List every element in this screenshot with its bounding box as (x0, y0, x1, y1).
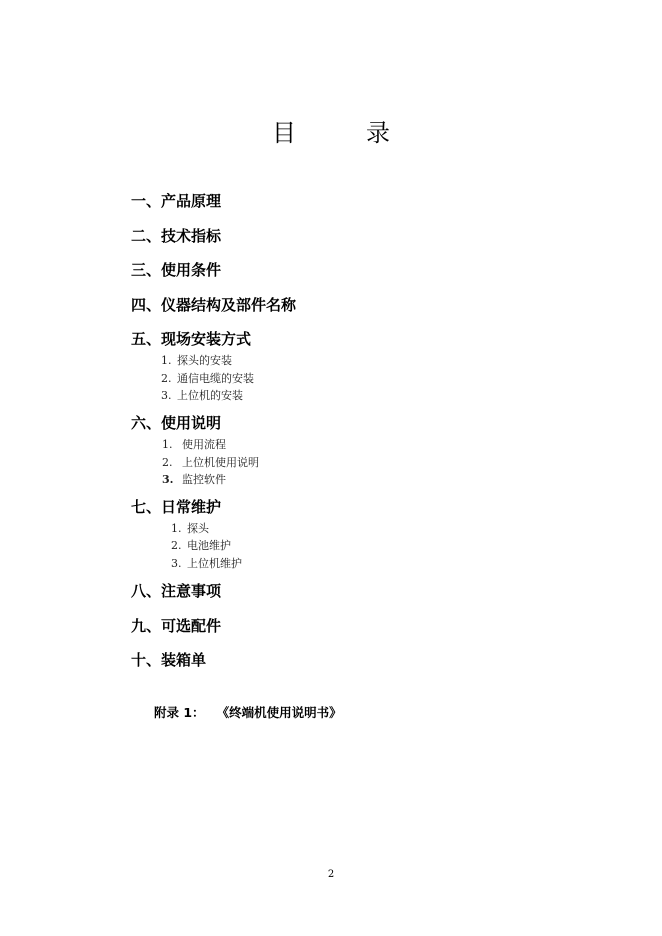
toc-item-text: 上位机使用说明 (182, 455, 259, 469)
appendix-label: 附录 1： (154, 705, 205, 720)
toc-section-1: 一、产品原理 (131, 192, 222, 210)
toc-section-5: 五、现场安装方式 (131, 330, 252, 349)
toc-item (131, 370, 611, 387)
appendix-title: 《终端机使用说明书》 (216, 705, 342, 720)
toc-item-text: 探头的安装 (177, 354, 232, 368)
toc-item-text: 探头 (187, 522, 209, 536)
toc-item-text: 使用流程 (182, 438, 226, 452)
title-char-1: 目 (272, 119, 296, 147)
toc-item (131, 387, 611, 404)
title-char-2: 录 (366, 119, 390, 147)
toc-item-number: 2. (161, 371, 172, 385)
toc-item (131, 454, 611, 471)
toc-item-number: 1. (171, 522, 182, 536)
toc-section-4: 四、仪器结构及部件名称 (131, 295, 297, 314)
toc-item (131, 436, 611, 453)
toc-item-text: 通信电缆的安装 (177, 371, 254, 385)
table-of-contents (131, 190, 611, 684)
toc-item (131, 537, 611, 554)
toc-section-2: 二、技术指标 (131, 226, 222, 245)
toc-item (131, 352, 611, 369)
toc-section-9: 九、可选配件 (131, 616, 222, 635)
toc-item-number: 3. (161, 388, 172, 402)
toc-item-text: 监控软件 (182, 472, 226, 486)
toc-section-5-items (131, 352, 611, 404)
toc-section-7-items (131, 520, 611, 572)
toc-section-10: 十、装箱单 (131, 651, 207, 670)
toc-item-text: 上位机维护 (187, 556, 242, 570)
toc-item (131, 471, 611, 488)
toc-item-number: 2. (171, 539, 182, 553)
toc-section-6-items (131, 436, 611, 488)
toc-item-number: 1. (161, 354, 172, 368)
toc-section-3: 三、使用条件 (131, 261, 222, 280)
toc-item (131, 520, 611, 537)
page-title (0, 116, 662, 150)
toc-item (131, 555, 611, 572)
toc-item-number: 3. (162, 472, 174, 486)
toc-section-8: 八、注意事项 (131, 582, 222, 601)
toc-item-text: 电池维护 (187, 539, 231, 553)
page-number: 2 (327, 869, 335, 880)
appendix-entry (154, 704, 342, 722)
toc-item-text: 上位机的安装 (177, 388, 243, 402)
toc-section-7: 七、日常维护 (131, 498, 222, 517)
toc-item-number: 3. (171, 556, 182, 570)
toc-section-6: 六、使用说明 (131, 414, 222, 433)
toc-item-number: 2. (162, 455, 173, 469)
toc-item-number: 1. (162, 438, 173, 452)
